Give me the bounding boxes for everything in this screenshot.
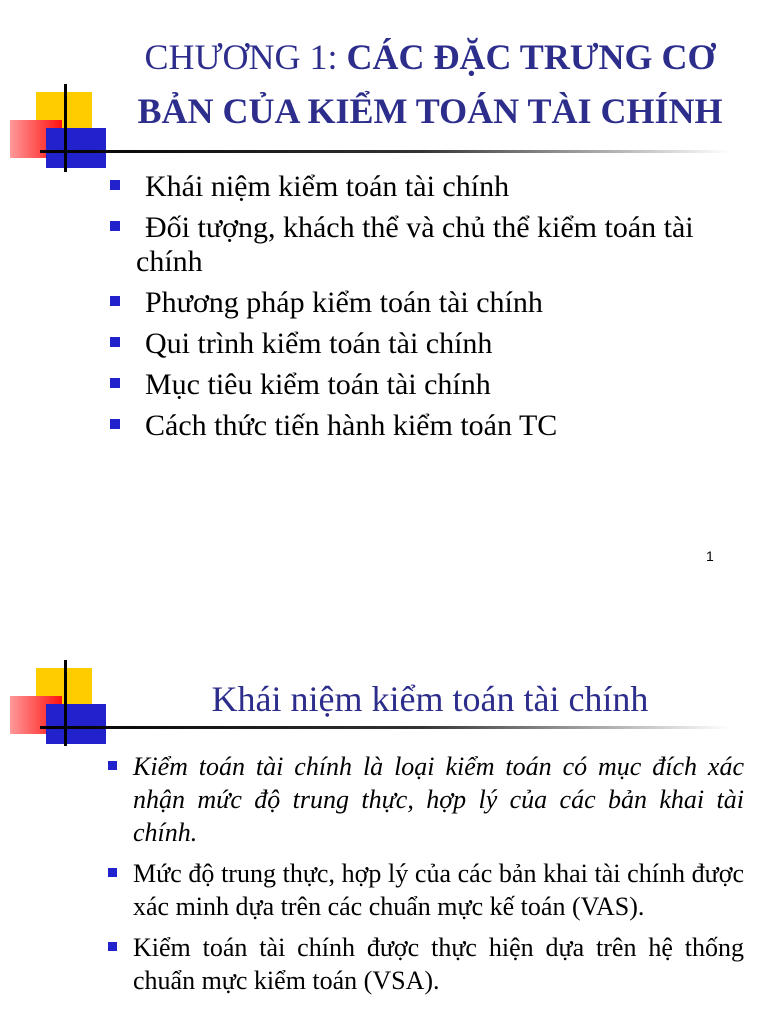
list-item: Kiểm toán tài chính là loại kiểm toán có mục đích xác nhận mức độ trung thực, hợp lý của các bản khai tài chính. [108, 750, 744, 849]
vertical-line [64, 84, 67, 172]
list-item: Đối tượng, khách thể và chủ thể kiểm toán tài chính [110, 211, 750, 279]
list-item: Phương pháp kiểm toán tài chính [110, 286, 750, 320]
list-item: Khái niệm kiểm toán tài chính [110, 170, 750, 204]
definition-list [108, 750, 744, 1005]
title-rule [40, 150, 730, 153]
bullet-square-icon [110, 337, 120, 347]
bullet-square-icon [110, 296, 120, 306]
list-item: Qui trình kiểm toán tài chính [110, 327, 750, 361]
list-item: Mức độ trung thực, hợp lý của các bản khai tài chính được xác minh dựa trên các chuẩn mực kế toán (VAS). [108, 857, 744, 923]
title-regular: CHƯƠNG 1: [144, 37, 347, 77]
list-item: Cách thức tiến hành kiểm toán TC [110, 409, 750, 443]
bullet-square-icon [110, 419, 120, 429]
page-title [100, 30, 760, 138]
vertical-line [64, 660, 67, 746]
page-number: 1 [706, 548, 714, 564]
bullet-square-icon [110, 180, 120, 190]
list-item: Mục tiêu kiểm toán tài chính [110, 368, 750, 402]
blue-square [46, 128, 106, 168]
slide-2-title: Khái niệm kiểm toán tài chính [211, 679, 649, 719]
title-bold-line1: CÁC ĐẶC TRƯNG CƠ [346, 37, 716, 77]
title-bold-line2: BẢN CỦA KIỂM TOÁN TÀI CHÍNH [137, 91, 723, 131]
blue-square [46, 704, 106, 744]
bullet-square-icon [110, 378, 120, 388]
list-item: Kiểm toán tài chính được thực hiện dựa trên hệ thống chuẩn mực kiểm toán (VSA). [108, 931, 744, 997]
bullet-square-icon [108, 868, 117, 877]
title-rule [40, 726, 730, 729]
bullet-square-icon [108, 942, 117, 951]
bullet-square-icon [108, 761, 117, 770]
topic-list [110, 170, 750, 450]
bullet-square-icon [110, 221, 120, 231]
